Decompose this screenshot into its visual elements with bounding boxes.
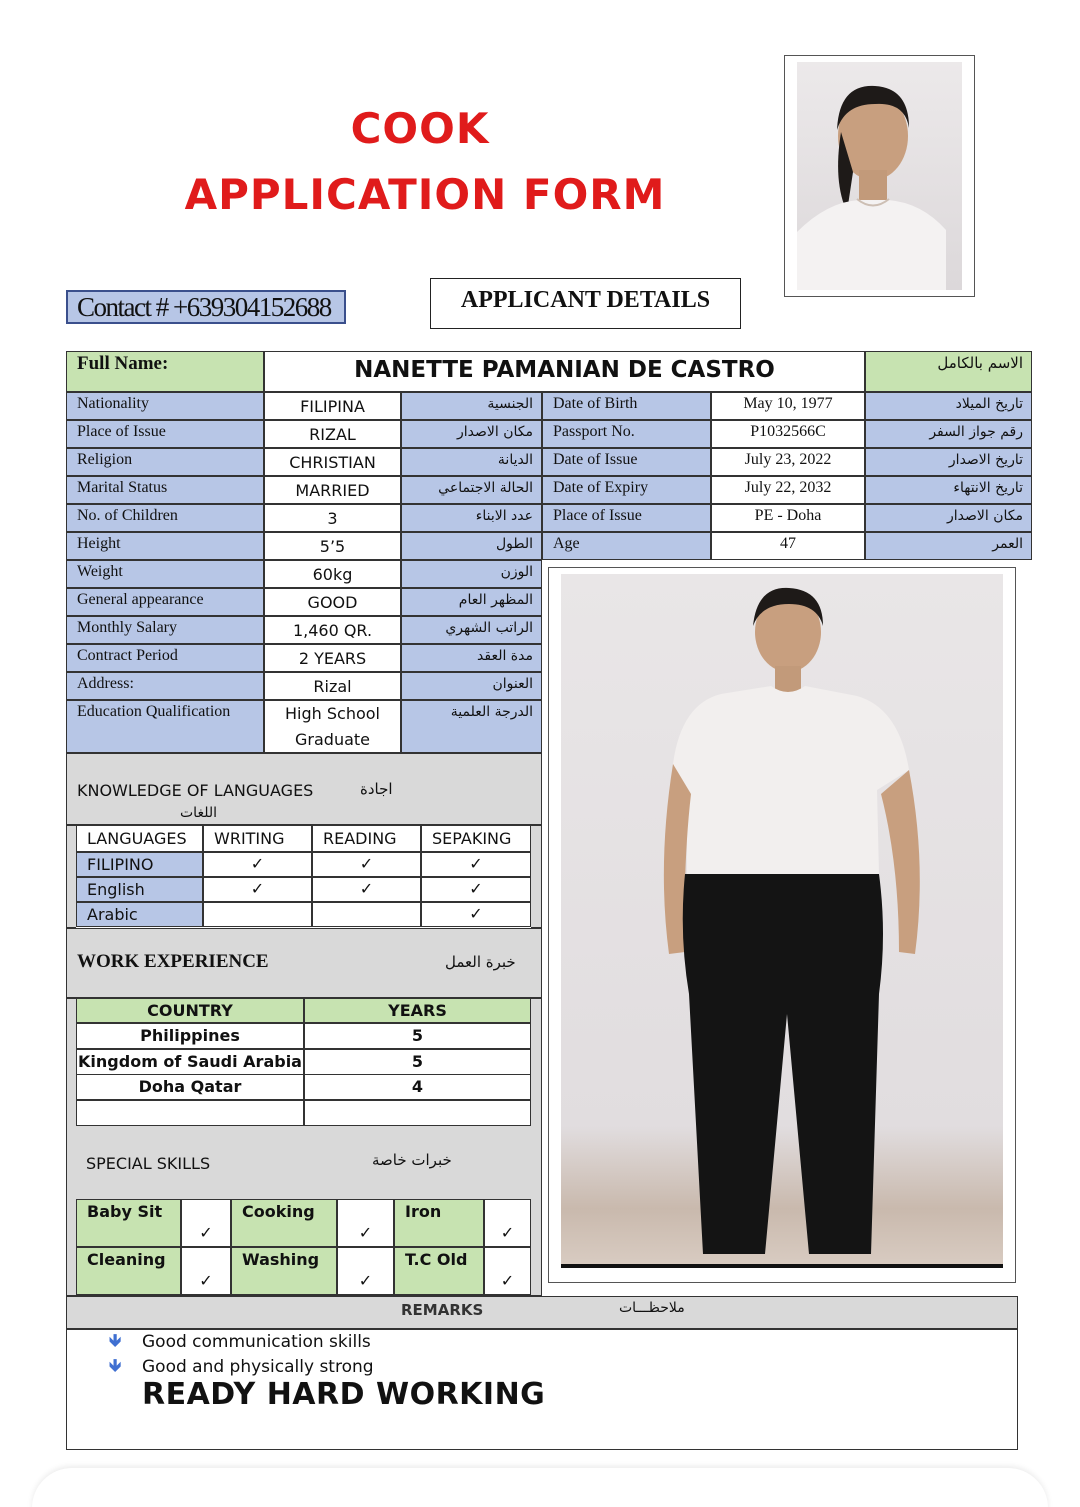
check-icon: ✓ <box>421 852 531 877</box>
skill-label: Iron <box>394 1199 484 1247</box>
remark-highlight: READY HARD WORKING <box>142 1377 546 1412</box>
languages-title-ar-below: اللغات <box>180 805 217 821</box>
check-icon: ✓ <box>337 1199 394 1247</box>
detail-value: July 23, 2022 <box>711 448 865 476</box>
check-icon: ✓ <box>484 1199 531 1247</box>
languages-gutter <box>66 825 76 928</box>
form-title-line1: COOK <box>350 104 490 153</box>
remarks-header <box>66 1296 1018 1329</box>
detail-label: Age <box>542 532 711 560</box>
languages-gutter-right <box>531 825 542 928</box>
check-icon: ✓ <box>421 902 531 927</box>
portrait-image <box>797 62 962 290</box>
work-empty-cell <box>76 1100 304 1126</box>
detail-label-ar: العمر <box>865 532 1032 560</box>
skill-label: Washing <box>231 1247 337 1295</box>
detail-label: Date of Expiry <box>542 476 711 504</box>
check-icon: ✓ <box>181 1199 231 1247</box>
work-country: Philippines <box>76 1023 304 1049</box>
full-name-label-ar: الاسم بالكامل <box>865 351 1032 392</box>
detail-value: Rizal <box>264 672 401 700</box>
full-body-image <box>561 574 1003 1268</box>
work-years: 5 <box>304 1023 531 1049</box>
detail-label: Marital Status <box>66 476 264 504</box>
detail-label-ar: المظهر العام <box>401 588 542 616</box>
detail-label-ar: تاريخ الاصدار <box>865 448 1032 476</box>
language-header: LANGUAGES <box>76 825 203 852</box>
work-experience-section <box>66 928 542 998</box>
detail-value: FILIPINA <box>264 392 401 420</box>
work-years: 5 <box>304 1049 531 1075</box>
check-icon: ✓ <box>312 852 421 877</box>
detail-value: 3 <box>264 504 401 532</box>
bottom-sheet-edge <box>32 1468 1048 1507</box>
skill-label: Baby Sit <box>76 1199 181 1247</box>
detail-label-ar: الوزن <box>401 560 542 588</box>
check-icon: ✓ <box>312 877 421 902</box>
detail-value: RIZAL <box>264 420 401 448</box>
detail-label-ar: مدة العقد <box>401 644 542 672</box>
full-body-photo <box>548 567 1016 1283</box>
detail-label: Place of Issue <box>542 504 711 532</box>
special-skills-title-ar: خبرات خاصة <box>372 1151 452 1169</box>
detail-label: Weight <box>66 560 264 588</box>
arrow-down-icon: 🡻 <box>109 1331 122 1351</box>
detail-value: P1032566C <box>711 420 865 448</box>
passport-photo <box>784 55 975 297</box>
remarks-title-ar: ملاحظـــات <box>619 1300 685 1316</box>
languages-title-ar-right: اجادة <box>360 780 393 798</box>
detail-label-ar: تاريخ الانتهاء <box>865 476 1032 504</box>
remarks-title: REMARKS <box>401 1301 484 1319</box>
detail-label-ar: الديانة <box>401 448 542 476</box>
detail-label-ar: عدد الابناء <box>401 504 542 532</box>
detail-label-ar: الراتب الشهري <box>401 616 542 644</box>
check-icon: ✓ <box>181 1247 231 1295</box>
detail-value: May 10, 1977 <box>711 392 865 420</box>
language-name: FILIPINO <box>76 852 203 877</box>
work-country: Kingdom of Saudi Arabia <box>76 1049 304 1075</box>
detail-value: PE - Doha <box>711 504 865 532</box>
work-experience-title: WORK EXPERIENCE <box>77 951 269 972</box>
detail-label-ar: تاريخ الميلاد <box>865 392 1032 420</box>
detail-value: MARRIED <box>264 476 401 504</box>
language-header: SEPAKING <box>421 825 531 852</box>
detail-label-ar: العنوان <box>401 672 542 700</box>
remarks-body <box>66 1329 1018 1450</box>
detail-label: Date of Birth <box>542 392 711 420</box>
detail-value: 1,460 QR. <box>264 616 401 644</box>
detail-value: July 22, 2032 <box>711 476 865 504</box>
work-experience-title-ar: خبرة العمل <box>445 953 516 971</box>
work-country: Doha Qatar <box>76 1074 304 1100</box>
applicant-details-heading: APPLICANT DETAILS <box>430 278 741 329</box>
detail-label-ar: الحالة الاجتماعي <box>401 476 542 504</box>
detail-value: 5’5 <box>264 532 401 560</box>
detail-label-ar: مكان الاصدار <box>401 420 542 448</box>
detail-label-ar: مكان الاصدار <box>865 504 1032 532</box>
remark-item: Good communication skills <box>142 1332 371 1352</box>
detail-value: 60kg <box>264 560 401 588</box>
detail-value: 2 YEARS <box>264 644 401 672</box>
remark-item: Good and physically strong <box>142 1357 374 1377</box>
detail-label: No. of Children <box>66 504 264 532</box>
detail-value-line: High School <box>285 704 380 723</box>
arrow-down-icon: 🡻 <box>109 1356 122 1376</box>
work-header-years: YEARS <box>304 998 531 1023</box>
check-icon: ✓ <box>484 1247 531 1295</box>
languages-section <box>66 753 542 825</box>
detail-label-ar: الجنسية <box>401 392 542 420</box>
detail-value: CHRISTIAN <box>264 448 401 476</box>
detail-value: GOOD <box>264 588 401 616</box>
detail-label: Education Qualification <box>66 700 264 753</box>
work-years: 4 <box>304 1074 531 1100</box>
form-title-line2: APPLICATION FORM <box>184 170 666 219</box>
language-header: READING <box>312 825 421 852</box>
skill-label: T.C Old <box>394 1247 484 1295</box>
check-icon: ✓ <box>337 1247 394 1295</box>
full-name-label: Full Name: <box>66 351 264 392</box>
languages-title: KNOWLEDGE OF LANGUAGES <box>77 781 314 800</box>
language-name: Arabic <box>76 902 203 927</box>
detail-label-ar: رقم جواز السفر <box>865 420 1032 448</box>
detail-label: Monthly Salary <box>66 616 264 644</box>
detail-value <box>264 700 401 753</box>
detail-label: Religion <box>66 448 264 476</box>
detail-label-ar: الدرجة العلمية <box>401 700 542 753</box>
contact-number: Contact # +639304152688 <box>66 290 346 324</box>
detail-label: Place of Issue <box>66 420 264 448</box>
detail-label: Height <box>66 532 264 560</box>
skill-label: Cleaning <box>76 1247 181 1295</box>
detail-label: Contract Period <box>66 644 264 672</box>
detail-label: Address: <box>66 672 264 700</box>
special-skills-title: SPECIAL SKILLS <box>86 1154 211 1173</box>
check-icon <box>312 902 421 927</box>
work-header-country: COUNTRY <box>76 998 304 1023</box>
language-header: WRITING <box>203 825 312 852</box>
check-icon <box>203 902 312 927</box>
check-icon: ✓ <box>203 852 312 877</box>
check-icon: ✓ <box>203 877 312 902</box>
detail-label-ar: الطول <box>401 532 542 560</box>
detail-label: Date of Issue <box>542 448 711 476</box>
detail-value-line: Graduate <box>295 730 370 749</box>
skill-label: Cooking <box>231 1199 337 1247</box>
check-icon: ✓ <box>421 877 531 902</box>
language-name: English <box>76 877 203 902</box>
full-name-value: NANETTE PAMANIAN DE CASTRO <box>264 351 865 392</box>
detail-label: Nationality <box>66 392 264 420</box>
work-empty-cell <box>304 1100 531 1126</box>
detail-label: Passport No. <box>542 420 711 448</box>
detail-value: 47 <box>711 532 865 560</box>
detail-label: General appearance <box>66 588 264 616</box>
